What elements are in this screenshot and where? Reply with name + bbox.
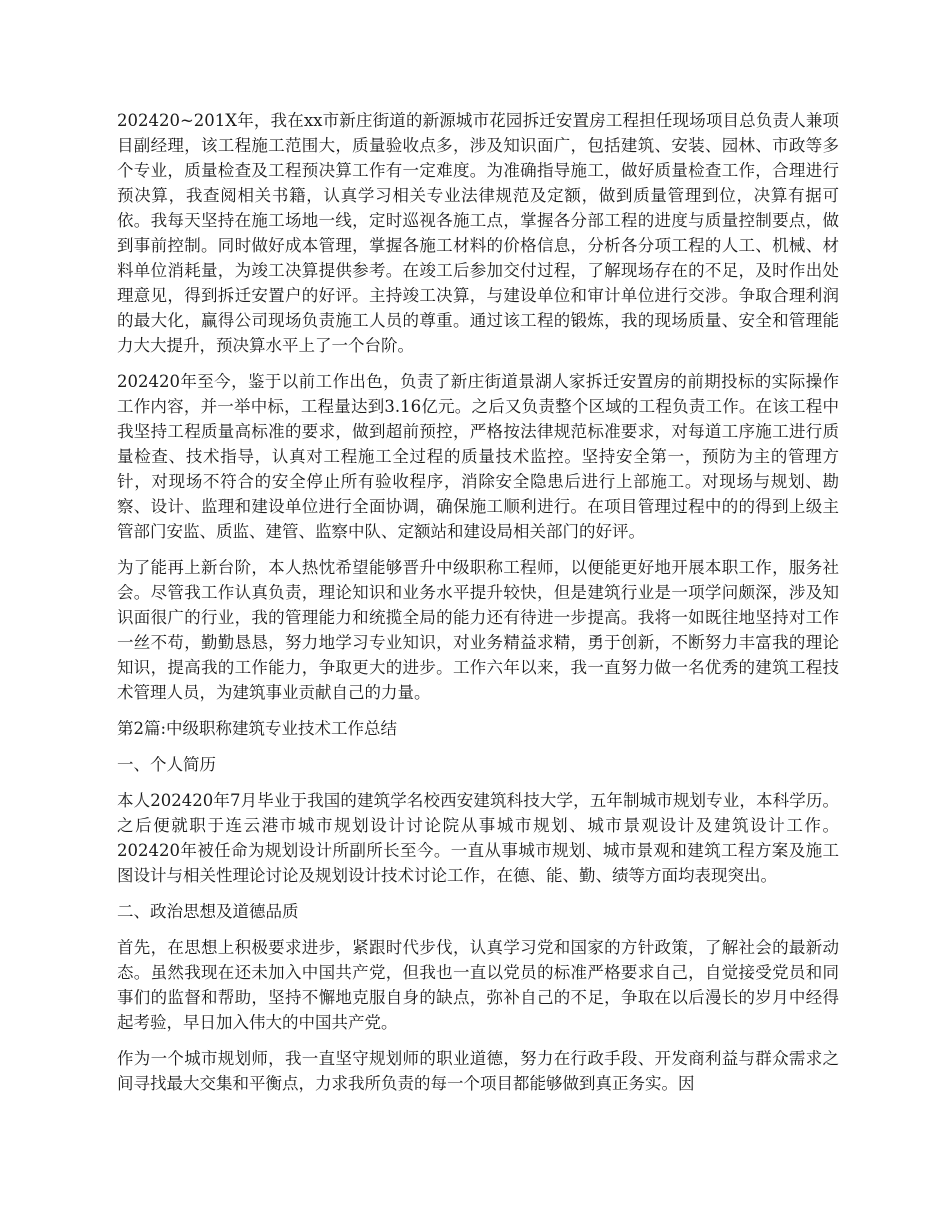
para-politics: 首先，在思想上积极要求进步，紧跟时代步伐，认真学习党和国家的方针政策，了解社会的最新动态。虽然我现在还未加入中国共产党，但我也一直以党员的标准严格要求自己，自觉接受党员和同事们的监督和帮助，坚持不懈地克服自身的缺点，弥补自己的不足，争取在以后漫长的岁月中经得起考验，早日加入伟大的中国共产党。 bbox=[117, 938, 839, 1032]
section-heading-politics: 二、政治思想及道德品质 bbox=[117, 902, 299, 921]
article-title-2: 第2篇:中级职称建筑专业技术工作总结 bbox=[117, 719, 398, 738]
para-career-goal: 为了能再上新台阶，本人热忱希望能够晋升中级职称工程师，以便能更好地开展本职工作，服务社会。尽管我工作认真负责，理论知识和业务水平提升较快，但是建筑行业是一项学问颇深，涉及知识面很广的行业，我的管理能力和统揽全局的能力还有待进一步提高。我将一如既往地坚持对工作一丝不苟，勤勤恳恳，努力地学习专业知识，对业务精益求精，勇于创新，不断努力丰富我的理论知识，提高我的工作能力，争取更大的进步。工作六年以来，我一直努力做一名优秀的建筑工程技术管理人员，为建筑事业贡献自己的力量。 bbox=[117, 558, 839, 702]
document-page bbox=[117, 108, 839, 1107]
section-heading-resume: 一、个人简历 bbox=[117, 755, 216, 774]
para-ethics: 作为一个城市规划师，我一直坚守规划师的职业道德，努力在行政手段、开发商利益与群众需求之间寻找最大交集和平衡点，力求我所负责的每一个项目都能够做到真正务实。因 bbox=[117, 1049, 839, 1093]
para-project-xinyuan: 202420~201X年，我在xx市新庄街道的新源城市花园拆迁安置房工程担任现场项目总负责人兼项目副经理，该工程施工范围大，质量验收点多，涉及知识面广，包括建筑、安装、园林、市政等多个专业，质量检查及工程预决算工作有一定难度。为准确指导施工，做好质量检查工作，合理进行预决算，我查阅相关书籍，认真学习相关专业法律规范及定额，做到质量管理到位，决算有据可依。我每天坚持在施工场地一线，定时巡视各施工点，掌握各分部工程的进度与质量控制要点，做到事前控制。同时做好成本管理，掌握各施工材料的价格信息，分析各分项工程的人工、机械、材料单位消耗量，为竣工决算提供参考。在竣工后参加交付过程，了解现场存在的不足，及时作出处理意见，得到拆迁安置户的好评。主持竣工决算，与建设单位和审计单位进行交涉。争取合理利润的最大化，赢得公司现场负责施工人员的尊重。通过该工程的锻炼，我的现场质量、安全和管理能力大大提升，预决算水平上了一个台阶。 bbox=[117, 111, 839, 355]
para-project-jinghu: 202420年至今，鉴于以前工作出色，负责了新庄街道景湖人家拆迁安置房的前期投标的实际操作工作内容，并一举中标，工程量达到3.16亿元。之后又负责整个区域的工程负责工作。在该工程中我坚持工程质量高标准的要求，做到超前预控，严格按法律规范标准要求，对每道工序施工进行质量检查、技术指导，认真对工程施工全过程的质量技术监控。坚持安全第一，预防为主的管理方针，对现场不符合的安全停止所有验收程序，消除安全隐患后进行上部施工。对现场与规划、勘察、设计、监理和建设单位进行全面协调，确保施工顺利进行。在项目管理过程中的的得到上级主管部门安监、质监、建管、监察中队、定额站和建设局相关部门的好评。 bbox=[117, 372, 839, 541]
para-resume: 本人202420年7月毕业于我国的建筑学名校西安建筑科技大学，五年制城市规划专业，本科学历。之后便就职于连云港市城市规划设计讨论院从事城市规划、城市景观设计及建筑设计工作。202420年被任命为规划设计所副所长至今。一直从事城市规划、城市景观和建筑工程方案及施工图设计与相关性理论讨论及规划设计技术讨论工作，在德、能、勤、绩等方面均表现突出。 bbox=[117, 791, 839, 885]
